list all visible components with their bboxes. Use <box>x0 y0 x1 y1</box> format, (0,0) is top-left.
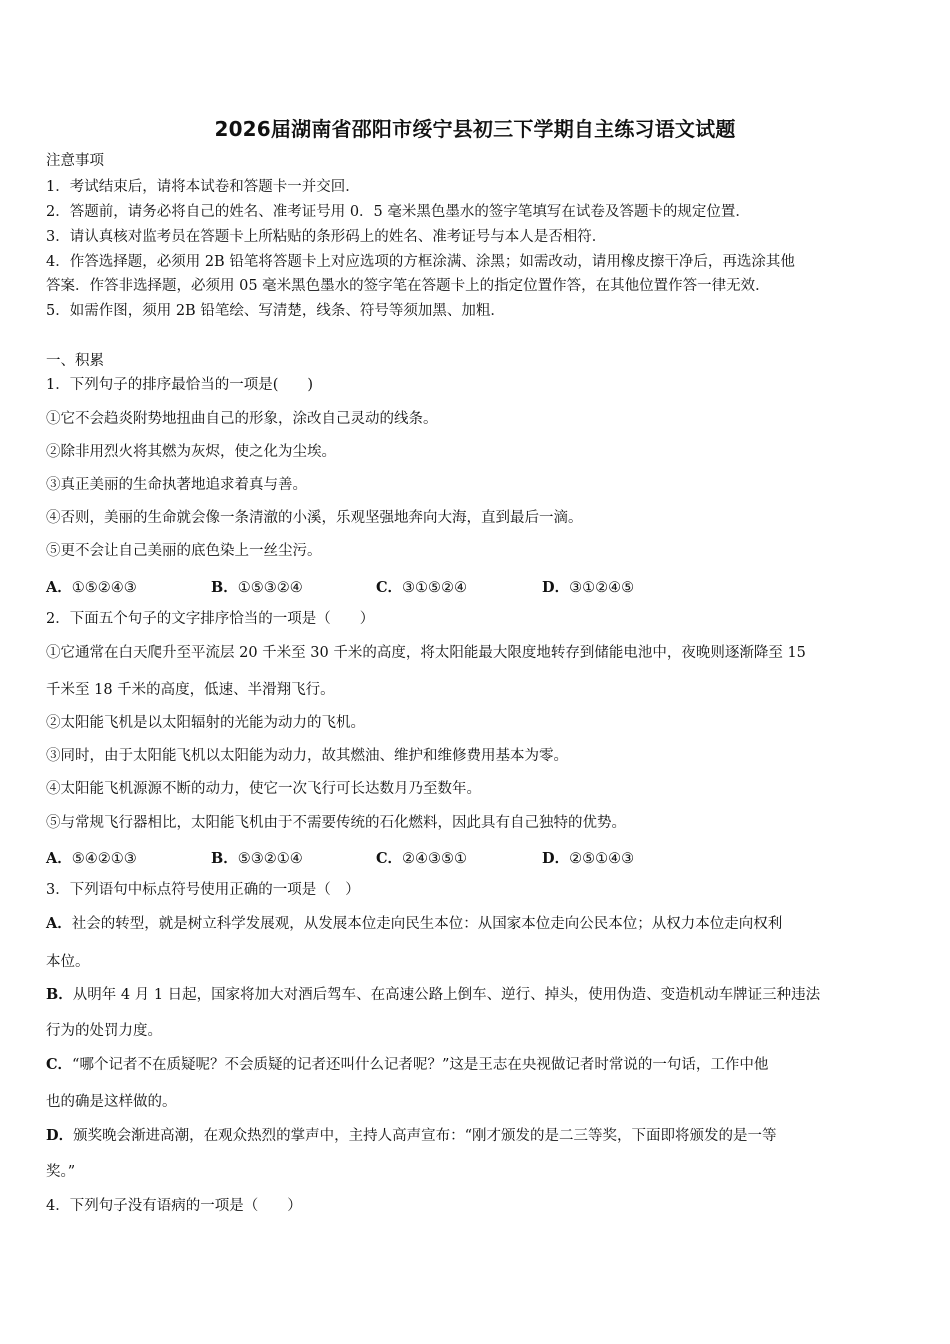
sentence-line: ③同时，由于太阳能飞机以太阳能为动力，故其燃油、维护和维修费用基本为零。 <box>46 748 568 764</box>
option-c[interactable]: C．“哪个记者不在质疑呢？不会质疑的记者还叫什么记者呢？”这是王志在央视做记者时常说的一句话，工作中他 <box>46 1056 769 1073</box>
notice-heading: 注意事项 <box>46 153 104 169</box>
sentence-line: ④否则，美丽的生命就会像一条清澈的小溪，乐观坚强地奔向大海，直到最后一滴。 <box>46 510 583 526</box>
notice-item: 1．考试结束后，请将本试卷和答题卡一并交回． <box>46 179 360 195</box>
option-d-continued: 奖。” <box>46 1164 76 1180</box>
option-a[interactable]: A．①⑤②④③ <box>46 579 137 596</box>
question-stem: 3．下列语句中标点符号使用正确的一项是（ ） <box>46 882 360 898</box>
option-b[interactable]: B．从明年 4 月 1 日起，国家将加大对酒后驾车、在高速公路上倒车、逆行、掉头，使用伪造、变造机动车牌证三种违法 <box>46 986 821 1003</box>
option-a[interactable]: A．社会的转型，就是树立科学发展观，从发展本位走向民生本位：从国家本位走向公民本位；从权力本位走向权利 <box>46 915 783 932</box>
option-d[interactable]: D．③①②④⑤ <box>542 579 635 596</box>
notice-item: 答案．作答非选择题，必须用 05 毫米黑色墨水的签字笔在答题卡上的指定位置作答，在其他位置作答一律无效． <box>46 278 770 294</box>
question-stem: 1．下列句子的排序最恰当的一项是( ) <box>46 377 314 393</box>
question-stem: 4．下列句子没有语病的一项是（ ） <box>46 1198 302 1214</box>
option-d[interactable]: D．颁奖晚会渐进高潮，在观众热烈的掌声中，主持人高声宣布：“刚才颁发的是二三等奖，下面即将颁发的是一等 <box>46 1127 777 1144</box>
option-c[interactable]: C．②④③⑤① <box>376 850 468 867</box>
notice-item: 5．如需作图，须用 2B 铅笔绘、写清楚，线条、符号等须加黑、加粗． <box>46 303 505 319</box>
option-b-continued: 行为的处罚力度。 <box>46 1023 162 1039</box>
sentence-line: 千米至 18 千米的高度，低速、半滑翔飞行。 <box>46 682 335 698</box>
sentence-line: ①它不会趋炎附势地扭曲自己的形象，涂改自己灵动的线条。 <box>46 411 438 427</box>
notice-item: 2．答题前，请务必将自己的姓名、准考证号用 0．5 毫米黑色墨水的签字笔填写在试卷及答题卡的规定位置． <box>46 204 750 220</box>
sentence-line: ⑤与常规飞行器相比，太阳能飞机由于不需要传统的石化燃料，因此具有自己独特的优势。 <box>46 815 626 831</box>
sentence-line: ⑤更不会让自己美丽的底色染上一丝尘污。 <box>46 543 322 559</box>
notice-item: 3．请认真核对监考员在答题卡上所粘贴的条形码上的姓名、准考证号与本人是否相符． <box>46 229 607 245</box>
option-d[interactable]: D．②⑤①④③ <box>542 850 635 867</box>
sentence-line: ②太阳能飞机是以太阳辐射的光能为动力的飞机。 <box>46 715 365 731</box>
option-b[interactable]: B．⑤③②①④ <box>211 850 303 867</box>
option-a[interactable]: A．⑤④②①③ <box>46 850 137 867</box>
sentence-line: ③真正美丽的生命执著地追求着真与善。 <box>46 477 307 493</box>
option-c-continued: 也的确是这样做的。 <box>46 1094 177 1110</box>
sentence-line: ④太阳能飞机源源不断的动力，使它一次飞行可长达数月乃至数年。 <box>46 781 481 797</box>
sentence-line: ②除非用烈火将其燃为灰烬，使之化为尘埃。 <box>46 444 336 460</box>
option-c[interactable]: C．③①⑤②④ <box>376 579 468 596</box>
page-title: 2026届湖南省邵阳市绥宁县初三下学期自主练习语文试题 <box>214 117 736 141</box>
sentence-line: ①它通常在白天爬升至平流层 20 千米至 30 千米的高度，将太阳能最大限度地转存到储能电池中，夜晚则逐渐降至 15 <box>46 645 806 661</box>
option-b[interactable]: B．①⑤③②④ <box>211 579 303 596</box>
notice-item: 4．作答选择题，必须用 2B 铅笔将答题卡上对应选项的方框涂满、涂黑；如需改动，请用橡皮擦干净后，再选涂其他 <box>46 254 795 270</box>
section-heading: 一、积累 <box>46 353 104 369</box>
option-a-continued: 本位。 <box>46 954 90 970</box>
question-stem: 2．下面五个句子的文字排序恰当的一项是（ ） <box>46 611 375 627</box>
